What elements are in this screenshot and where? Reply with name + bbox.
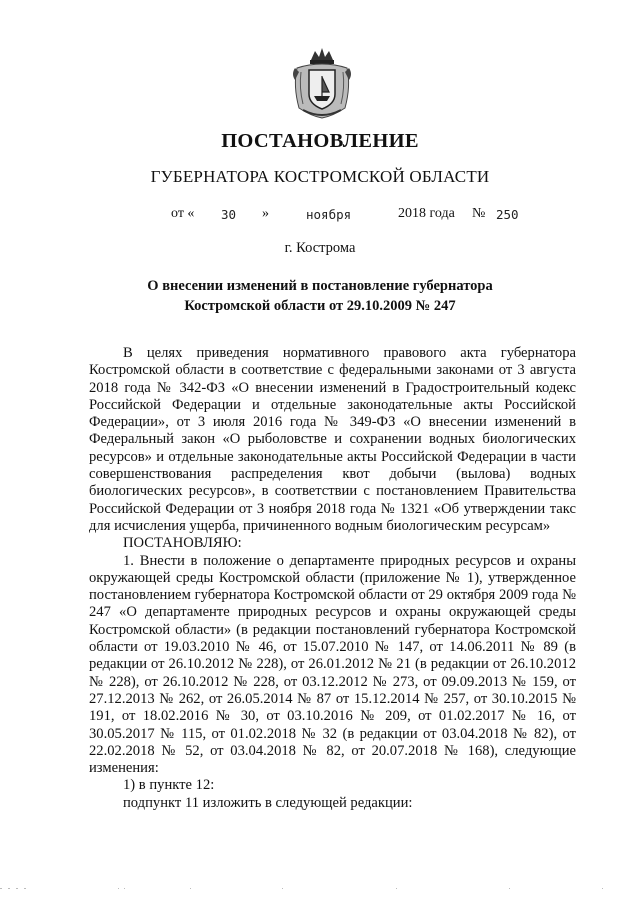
date-close-quote: » xyxy=(262,206,269,221)
subitem-text: подпункт 11 изложить в следующей редакции: xyxy=(123,794,413,811)
scan-artifacts xyxy=(0,886,640,892)
document-body xyxy=(89,345,576,812)
document-heading xyxy=(0,276,640,316)
heading-line-1: О внесении изменений в постановление губернатора xyxy=(147,278,493,294)
date-day: 30 xyxy=(221,207,237,222)
preamble-paragraph: В целях приведения нормативного правового акта губернатора Костромской области в соответствие с федеральными законами от 3 августа 2018 года № 342-ФЗ «О внесении изменений в Градостроительный кодекс Российской Федерации и отдельные законодательные акты Российской Федерации», от 3 июля 2016 года № 349-ФЗ «О внесении изменений в Федеральный закон «О рыболовстве и сохранении водных биологических ресурсов» и отдельные законодательные акты Российской Федерации в части совершенствования распределения квот добычи (вылова) водных биологических ресурсов», в соответствии с постановлением Правительства Российской Федерации от 3 ноября 2018 года № 1321 «Об утверждении такс для исчисления ущерба, причиненного водным биологическим ресурсам» xyxy=(89,345,576,534)
date-year: 2018 года xyxy=(398,206,455,221)
coat-of-arms-emblem xyxy=(289,46,355,120)
document-number: 250 xyxy=(496,207,519,222)
document-title: ПОСТАНОВЛЕНИЕ xyxy=(221,130,419,152)
date-month: ноября xyxy=(306,207,352,222)
date-prefix: от « xyxy=(171,206,195,221)
document-issuer: ГУБЕРНАТОРА КОСТРОМСКОЙ ОБЛАСТИ xyxy=(150,167,490,186)
city-name: г. Кострома xyxy=(284,240,356,256)
decree-word: ПОСТАНОВЛЯЮ: xyxy=(123,535,242,552)
date-line xyxy=(0,206,640,226)
number-sign: № xyxy=(472,206,486,221)
subitem-1: 1) в пункте 12: xyxy=(123,777,215,794)
heading-line-2: Костромской области от 29.10.2009 № 247 xyxy=(184,298,456,314)
item-1-paragraph: 1. Внести в положение о департаменте природных ресурсов и охраны окружающей среды Костромской области (приложение № 1), утвержденное постановлением губернатора Костромской области от 29 октября 2009 года № 247 «О департаменте природных ресурсов и охраны окружающей среды Костромской области» (в редакции постановлений губернатора Костромской области от 19.03.2010 № 46, от 15.07.2010 № 147, от 14.06.2011 № 89 (в редакции от 26.10.2012 № 228), от 26.01.2012 № 21 (в редакции от 26.10.2012 № 228), от 26.10.2012 № 228, от 03.12.2012 № 273, от 09.09.2013 № 159, от 27.12.2013 № 262, от 26.05.2014 № 87 от 15.12.2014 № 257, от 30.10.2015 № 191, от 18.02.2016 № 30, от 03.10.2016 № 209, от 01.02.2017 № 16, от 30.05.2017 № 115, от 01.02.2018 № 32 (в редакции от 03.04.2018 № 82), от 22.02.2018 № 52, от 03.04.2018 № 82, от 20.07.2018 № 168), следующие изменения: xyxy=(89,552,576,777)
